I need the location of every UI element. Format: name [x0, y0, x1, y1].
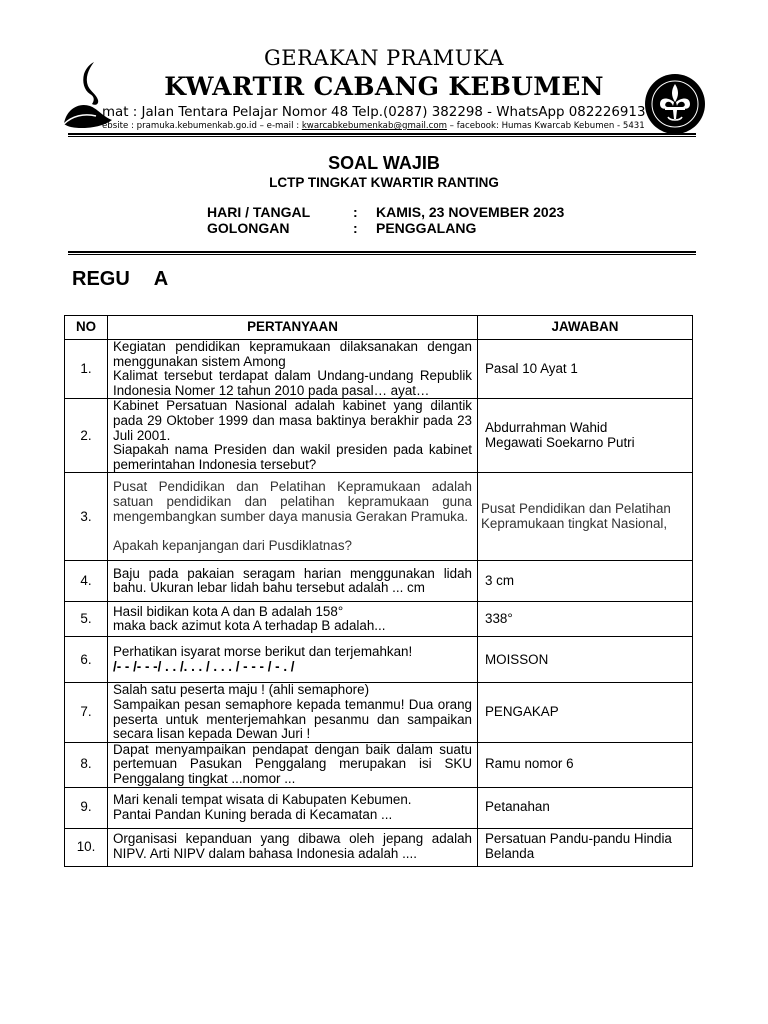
row-answer — [478, 637, 693, 683]
table-row — [65, 828, 693, 866]
question-text: Baju pada pakaian seragam harian menggunakan lidah bahu. Ukuran lebar lidah bahu tersebut adalah ... cm — [113, 565, 472, 596]
group-value: PENGGALANG — [376, 220, 477, 236]
website-suffix: – facebook: Humas Kwarcab Kebumen - 5431 — [446, 121, 645, 131]
team-label: REGU — [72, 268, 130, 290]
row-number: 2. — [65, 399, 108, 473]
row-answer — [478, 787, 693, 828]
answer-text: PENGAKAP — [485, 704, 559, 720]
answer-text: Pasal 10 Ayat 1 — [485, 360, 578, 376]
row-answer — [478, 742, 693, 787]
day-value: KAMIS, 23 NOVEMBER 2023 — [376, 204, 565, 220]
row-number: 4. — [65, 561, 108, 602]
meta-rule-top — [68, 251, 696, 253]
table-row — [65, 340, 693, 399]
row-number: 9. — [65, 787, 108, 828]
row-question — [108, 742, 478, 787]
header-question: PERTANYAAN — [108, 316, 478, 340]
row-question — [108, 340, 478, 399]
row-question — [108, 561, 478, 602]
table-row — [65, 473, 693, 561]
question-text: Kabinet Persatuan Nasional adalah kabinet yang dilantik pada 29 Oktober 1999 dan masa baktinya berakhir pada 23 Juli 2001. Siapakah nama Presiden dan wakil presiden pada kabinet pemerintahan Indonesia tersebut? — [113, 398, 472, 472]
letterhead-rule-bottom — [68, 136, 696, 137]
row-answer — [478, 473, 693, 561]
header-no: NO — [65, 316, 108, 340]
answer-text: 3 cm — [485, 573, 515, 589]
row-answer — [478, 399, 693, 473]
answer-text: Persatuan Pandu-pandu Hindia Belanda — [485, 831, 672, 861]
question-text: Perhatikan isyarat morse berikut dan terjemahkan! — [113, 644, 413, 660]
scout-fleur-de-lis-seal-icon — [644, 73, 706, 135]
row-question — [108, 787, 478, 828]
question-text: Dapat menyampaikan pendapat dengan baik dalam suatu pertemuan Pasukan Penggalang merupakan isi SKU Penggalang tingkat ...nomor ... — [113, 742, 472, 786]
question-text: Kegiatan pendidikan kepramukaan dilaksanakan dengan menggunakan sistem Among Kalimat tersebut terdapat dalam Undang-undang Republik Indonesia Nomer 12 tahun 2010 pada pasal… ayat… — [113, 339, 472, 398]
question-text: Hasil bidikan kota A dan B adalah 158° maka back azimut kota A terhadap B adalah... — [113, 603, 386, 634]
row-number: 10. — [65, 828, 108, 866]
table-row — [65, 637, 693, 683]
question-table — [64, 315, 693, 867]
doc-subtitle: LCTP TINGKAT KWARTIR RANTING — [269, 175, 499, 190]
org-name-line1: GERAKAN PRAMUKA — [264, 46, 504, 70]
question-text: Mari kenali tempat wisata di Kabupaten Kebumen. Pantai Pandan Kuning berada di Kecamatan ... — [113, 791, 412, 822]
answer-text: MOISSON — [485, 651, 549, 667]
answer-text: Petanahan — [485, 799, 550, 815]
row-question — [108, 602, 478, 637]
table-row — [65, 602, 693, 637]
row-answer — [478, 602, 693, 637]
row-question — [108, 683, 478, 742]
website-line — [102, 121, 662, 131]
row-question — [108, 637, 478, 683]
website-prefix: ebsite : pramuka.kebumenkab.go.id – e-mail : — [102, 121, 302, 131]
row-number: 7. — [65, 683, 108, 742]
morse-code-text: /- - /- - -/ . . /. . . / . . . / - - - / - . / — [113, 658, 295, 674]
address-line: mat : Jalan Tentara Pelajar Nomor 48 Telp.(0287) 382298 - WhatsApp 082226913 — [102, 105, 646, 120]
answer-text: Ramu nomor 6 — [485, 756, 574, 772]
row-question — [108, 828, 478, 866]
row-number: 5. — [65, 602, 108, 637]
table-row — [65, 787, 693, 828]
table-row — [65, 742, 693, 787]
row-number: 8. — [65, 742, 108, 787]
answer-text: Pusat Pendidikan dan Pelatihan Kepramukaan tingkat Nasional, — [481, 501, 671, 531]
table-row — [65, 683, 693, 742]
row-number: 3. — [65, 473, 108, 561]
question-text: Organisasi kepanduan yang dibawa oleh jepang adalah NIPV. Arti NIPV dalam bahasa Indonesia adalah .... — [113, 831, 472, 861]
answer-text: 338° — [485, 611, 513, 627]
email-link[interactable]: kwarcabkebumenkab@gmail.com — [301, 121, 447, 131]
team-heading — [72, 268, 168, 291]
org-name-line2: KWARTIR CABANG KEBUMEN — [164, 72, 604, 101]
header-answer: JAWABAN — [478, 316, 693, 340]
row-question — [108, 473, 478, 561]
row-answer — [478, 340, 693, 399]
row-number: 1. — [65, 340, 108, 399]
letterhead-rule-top — [68, 133, 696, 135]
day-colon: : — [353, 204, 358, 220]
doc-title: SOAL WAJIB — [328, 153, 440, 173]
table-row — [65, 561, 693, 602]
table-header-row — [65, 316, 693, 340]
row-question — [108, 399, 478, 473]
row-answer — [478, 561, 693, 602]
question-text: Salah satu peserta maju ! (ahli semaphore) Sampaikan pesan semaphore kepada temanmu! Dua orang peserta untuk menterjemahkan pesanmu dan sampaikan secara lisan kepada Dewan Juri ! — [113, 682, 472, 742]
group-label: GOLONGAN — [207, 220, 290, 236]
day-label: HARI / TANGAL — [207, 204, 311, 220]
table-row — [65, 399, 693, 473]
row-answer — [478, 828, 693, 866]
row-answer — [478, 683, 693, 742]
group-colon: : — [353, 220, 358, 236]
meta-rule-bottom — [68, 254, 696, 255]
answer-text: Abdurrahman Wahid Megawati Soekarno Putri — [485, 420, 635, 450]
question-text: Pusat Pendidikan dan Pelatihan Kepramukaan adalah satuan pendidikan dan pelatihan kepramukaan guna mengembangkan sumber daya manusia Gerakan Pramuka. Apakah kepanjangan dari Pusdiklatnas? — [113, 479, 472, 553]
team-value: A — [153, 268, 169, 290]
row-number: 6. — [65, 637, 108, 683]
